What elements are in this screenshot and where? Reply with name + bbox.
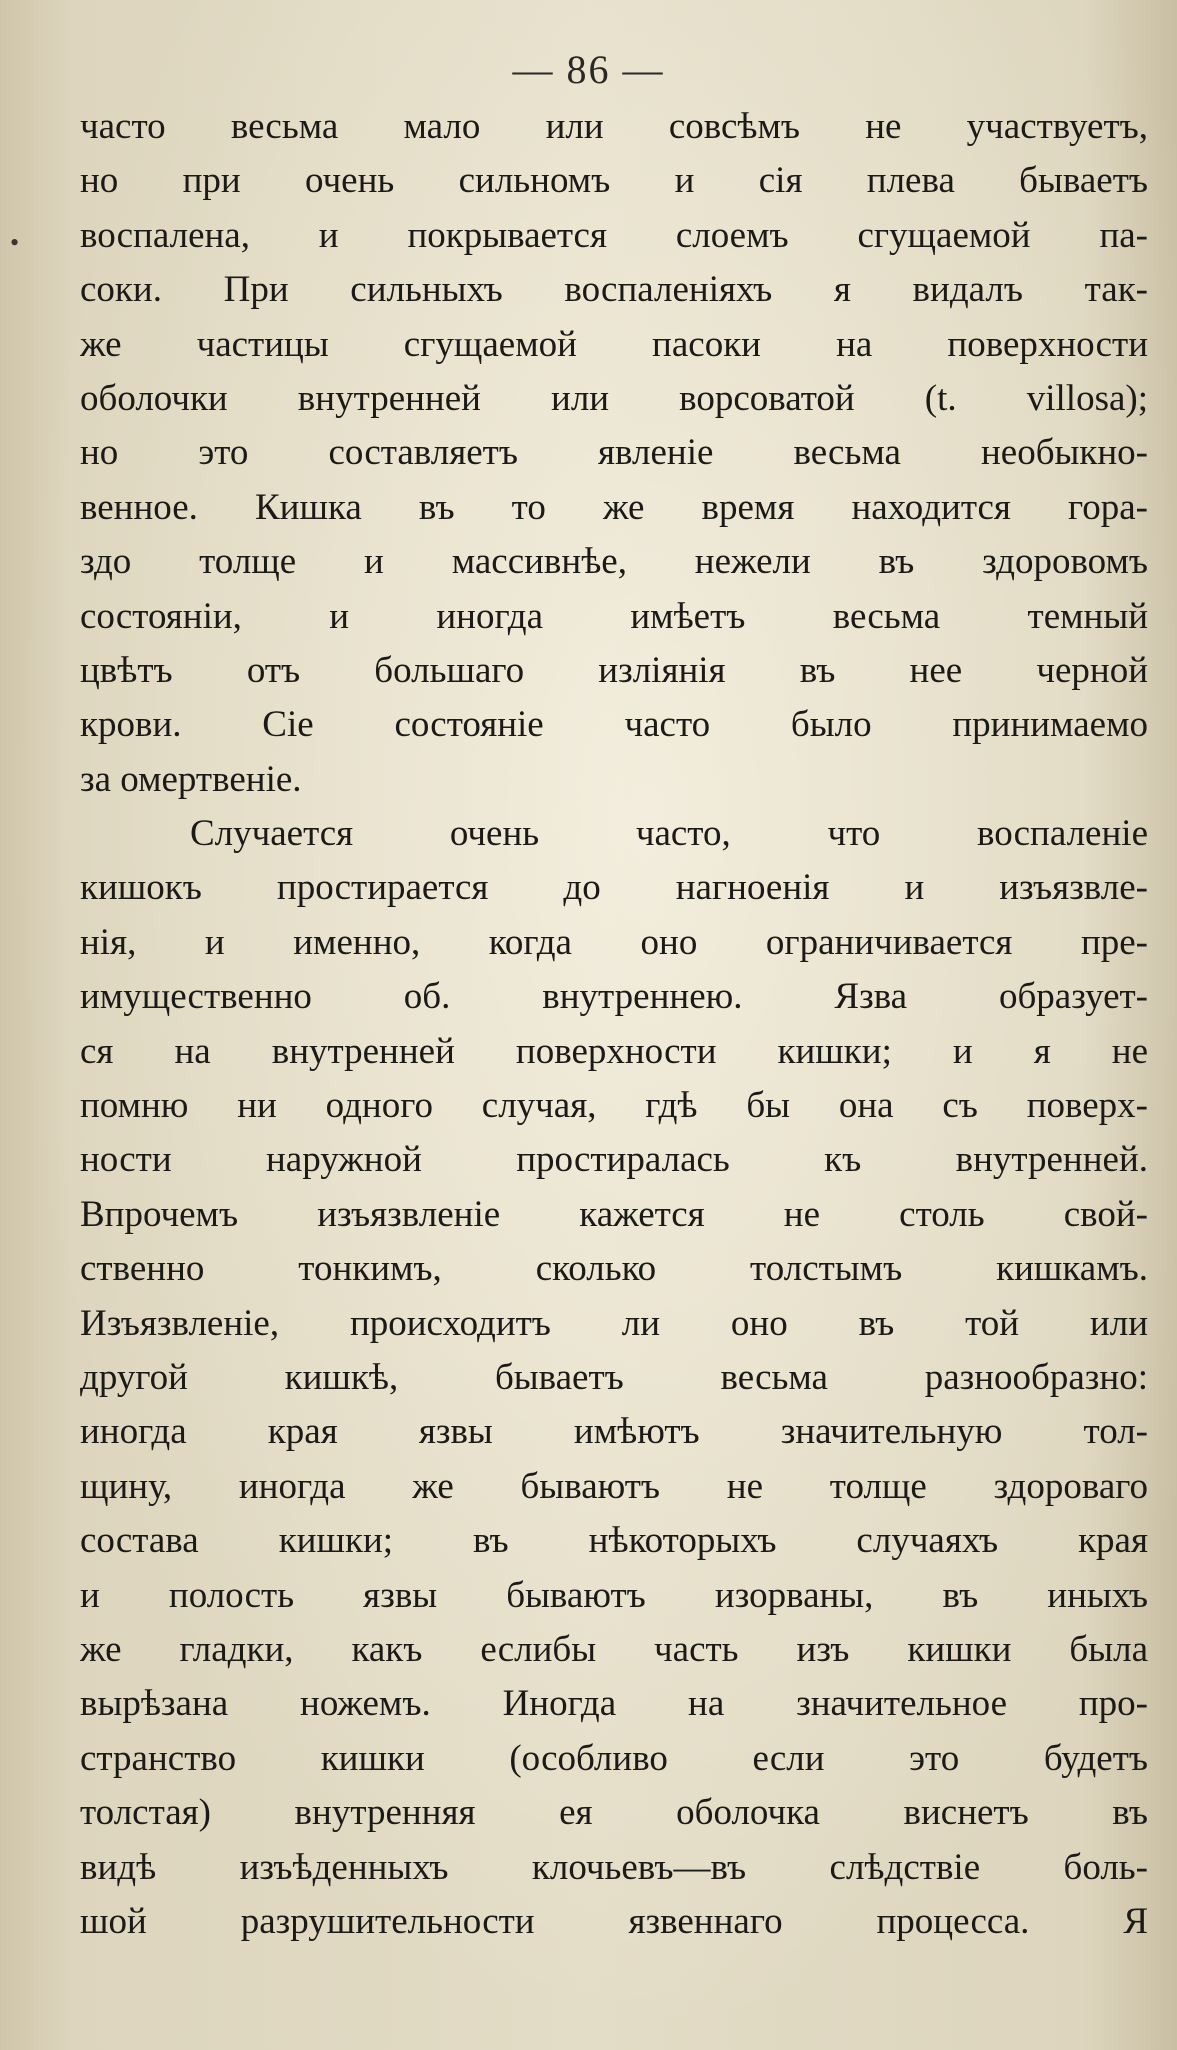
text-line: иногда края язвы имѣютъ значительную тол- xyxy=(80,1411,1148,1453)
text-line: венное. Кишка въ то же время находится гора- xyxy=(80,486,1148,528)
text-line: Впрочемъ изъязвленіе кажется не столь свой- xyxy=(80,1193,1148,1235)
text-line: оболочки внутренней или ворсоватой (t. villosa); xyxy=(80,377,1148,419)
text-line: Изъязвленіе, происходитъ ли оно въ той или xyxy=(80,1302,1148,1344)
text-line: крови. Сіе состояніе часто было принимаемо xyxy=(80,704,1148,746)
text-line: часто весьма мало или совсѣмъ не участвуетъ, xyxy=(80,106,1148,147)
text-line: же гладки, какъ еслибы часть изъ кишки была xyxy=(80,1628,1148,1670)
text-line: состава кишки; въ нѣкоторыхъ случаяхъ края xyxy=(80,1520,1148,1562)
text-line: видѣ изъѣденныхъ клочьевъ—въ слѣдствіе боль- xyxy=(80,1846,1148,1888)
text-line: другой кишкѣ, бываетъ весьма разнообразно: xyxy=(80,1356,1148,1398)
paragraph-2 xyxy=(80,807,1148,1949)
text-line: но это составляетъ явленіе весьма необыкно- xyxy=(80,432,1148,474)
text-line: ственно тонкимъ, сколько толстымъ кишкамъ. xyxy=(80,1248,1148,1290)
text-line: шой разрушительности язвеннаго процесса. Я xyxy=(80,1900,1148,1942)
text-line: толстая) внутренняя ея оболочка виснетъ въ xyxy=(80,1792,1148,1834)
text-line: вырѣзана ножемъ. Иногда на значительное про- xyxy=(80,1683,1148,1725)
page-number: — 86 — xyxy=(512,47,665,92)
body-text xyxy=(80,100,1148,1949)
margin-dot: • xyxy=(10,228,20,257)
text-line: помню ни одного случая, гдѣ бы она съ поверх- xyxy=(80,1085,1148,1127)
text-line: но при очень сильномъ и сія плева бываетъ xyxy=(80,160,1148,202)
text-line: Случается очень часто, что воспаленіе xyxy=(190,813,1148,855)
text-line: за омертвеніе. xyxy=(80,758,302,800)
text-line: воспалена, и покрывается слоемъ сгущаемой па- xyxy=(80,214,1148,256)
text-line: здо толще и массивнѣе, нежели въ здоровомъ xyxy=(80,541,1148,583)
text-line: состояніи, и иногда имѣетъ весьма темный xyxy=(80,595,1148,637)
text-line: и полость язвы бываютъ изорваны, въ иныхъ xyxy=(80,1574,1148,1616)
text-line: соки. При сильныхъ воспаленіяхъ я видалъ так- xyxy=(80,269,1148,311)
text-line: ся на внутренней поверхности кишки; и я не xyxy=(80,1030,1148,1072)
text-line: нія, и именно, когда оно ограничивается пре- xyxy=(80,921,1148,963)
text-line: ности наружной простиралась къ внутренней. xyxy=(80,1139,1148,1181)
text-line: же частицы сгущаемой пасоки на поверхности xyxy=(80,323,1148,365)
text-line: щину, иногда же бываютъ не толще здороваго xyxy=(80,1465,1148,1507)
paragraph-1 xyxy=(80,100,1148,807)
text-line: имущественно об. внутреннею. Язва образует- xyxy=(80,976,1148,1018)
text-line: кишокъ простирается до нагноенія и изъязвле- xyxy=(80,867,1148,909)
text-line: странство кишки (особливо если это будетъ xyxy=(80,1737,1148,1779)
text-line: цвѣтъ отъ большаго изліянія въ нее черной xyxy=(80,649,1148,691)
